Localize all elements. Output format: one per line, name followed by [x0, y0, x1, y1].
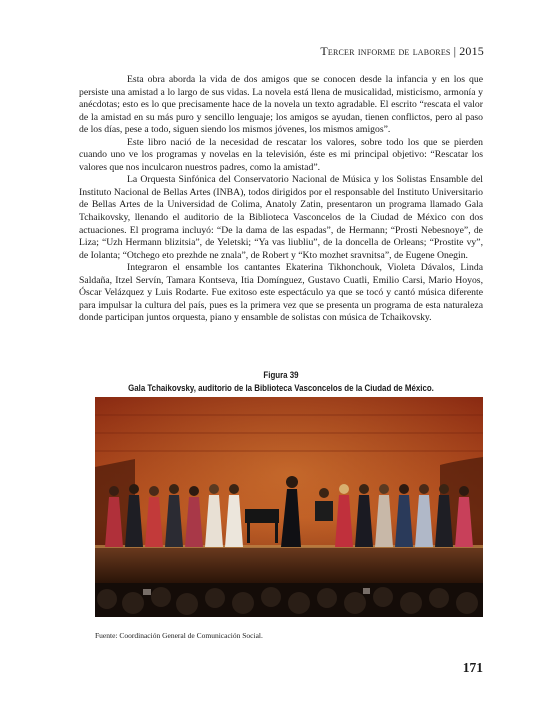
page-number: 171: [462, 660, 483, 675]
figure-caption: [107, 369, 454, 395]
header-year: 2015: [459, 44, 484, 58]
figure-source: Fuente: Coordinación General de Comunicación Social.: [95, 631, 263, 640]
concert-photo: [95, 397, 483, 617]
figure-title: Gala Tchaikovsky, auditorio de la Biblioteca Vasconcelos de la Ciudad de México.: [128, 383, 434, 393]
paragraph: La Orquesta Sinfónica del Conservatorio Nacional de Música y los Solistas Ensamble del Instituto Nacional de Bellas Artes (INBA), todos dirigidos por el responsable del Instituto Universitario de Bellas Artes de la Universidad de Colima, Anatoly Zatin, presentaron un programa llamado Gala Tchaikovsky, llenando el auditorio de la Biblioteca Vasconcelos de la Ciudad de México con dos actuaciones. El programa incluyó: “De la dama de las espadas”, de Hermann; “Prosti Nebesnoye”, de Liza; “Uzh Hermann blizitsia”, de Yeletski; “Ya vas liubliu”, de la doncella de Orleans; “Prostite vy”, de Iolanta; “Otchego eto prezhde ne znala”, de Robert y “Kto mozhet sravnitsa”, de Eugene Onegin.: [79, 174, 483, 261]
header-separator: |: [453, 44, 457, 58]
header-title: Tercer informe de labores: [320, 44, 451, 58]
paragraph: Esta obra aborda la vida de dos amigos que se conocen desde la infancia y en los que persiste una amistad a lo largo de sus vidas. La novela está llena de musicalidad, misticismo, armonía y anécdotas; esto es lo que precisamente hace de la novela un texto agradable. El escrito “rescata el valor de la amistad en su más puro y sencillo lenguaje; los amigos se ayudan, tienen conflictos, pero al paso de los días, pese a todo, siguen siendo los mismos jóvenes, los mismos amigos”.: [79, 74, 483, 136]
running-header: [320, 44, 484, 59]
body-text: [79, 74, 483, 325]
paragraph: Este libro nació de la necesidad de rescatar los valores, sobre todo los que se pierden cuando uno ve los programas y novelas en la televisión, éste es mi principal objetivo: “Rescatar los valores que nos inculcaron nuestros padres, como la amistad”.: [79, 136, 483, 173]
figure-label: Figura 39: [263, 370, 299, 380]
paragraph: Integraron el ensamble los cantantes Ekaterina Tikhonchouk, Violeta Dávalos, Linda Saldaña, Itzel Servín, Tamara Kontseva, Itia Domínguez, Gustavo Cuatli, Emilio Carsi, Mario Hoyos, Óscar Velázquez y Luis Rodarte. Fue exitoso este espectáculo ya que se tocó y cantó música diferente para impulsar la cultura del país, pues es la primera vez que se presenta un programa de esta naturaleza donde participan juntos orquesta, piano y ensamble de solistas con música de Tchaikovsky.: [79, 262, 483, 324]
